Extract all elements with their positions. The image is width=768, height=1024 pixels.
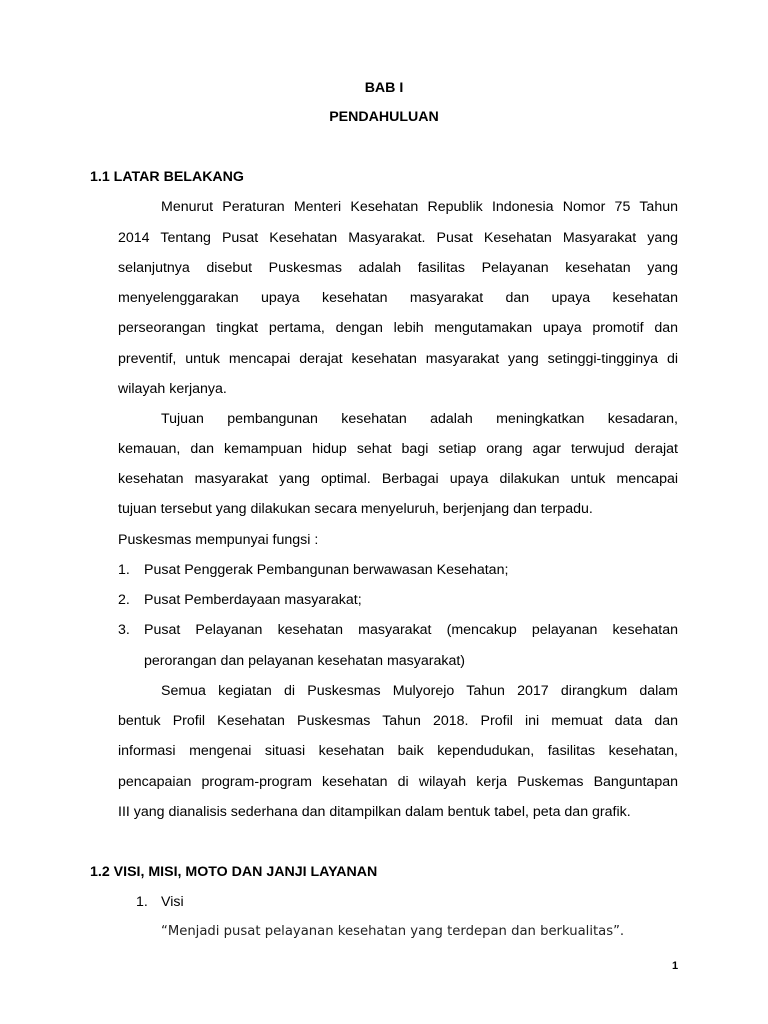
list-number: 1. [136, 894, 148, 910]
paragraph-line: Tujuan pembangunan kesehatan adalah meningkatkan kesadaran, [161, 411, 678, 427]
functions-intro: Puskesmas mempunyai fungsi : [118, 532, 319, 548]
paragraph-line: bentuk Profil Kesehatan Puskesmas Tahun 2018. Profil ini memuat data dan [118, 713, 678, 729]
list-item: Pusat Penggerak Pembangunan berwawasan Kesehatan; [144, 562, 509, 578]
paragraph-line: preventif, untuk mencapai derajat kesehatan masyarakat yang setinggi-tingginya di [118, 351, 678, 367]
paragraph-line: kesehatan masyarakat yang optimal. Berbagai upaya dilakukan untuk mencapai [118, 471, 678, 487]
list-item: Pusat Pelayanan kesehatan masyarakat (mencakup pelayanan kesehatan [144, 622, 678, 638]
paragraph-line: informasi mengenai situasi kesehatan baik kependudukan, fasilitas kesehatan, [118, 743, 678, 759]
paragraph-line: kemauan, dan kemampuan hidup sehat bagi setiap orang agar terwujud derajat [118, 441, 678, 457]
chapter-title: PENDAHULUAN [329, 109, 439, 125]
paragraph-line: 2014 Tentang Pusat Kesehatan Masyarakat. Pusat Kesehatan Masyarakat yang [118, 230, 678, 246]
paragraph-line: Menurut Peraturan Menteri Kesehatan Republik Indonesia Nomor 75 Tahun [161, 199, 678, 215]
list-number: 3. [118, 622, 130, 638]
paragraph-line: Semua kegiatan di Puskesmas Mulyorejo Tahun 2017 dirangkum dalam [161, 683, 678, 699]
paragraph-line: menyelenggarakan upaya kesehatan masyarakat dan upaya kesehatan [118, 290, 678, 306]
page-number: 1 [672, 960, 679, 972]
list-number: 2. [118, 592, 130, 608]
paragraph-line: selanjutnya disebut Puskesmas adalah fasilitas Pelayanan kesehatan yang [118, 260, 678, 276]
list-item: Pusat Pemberdayaan masyarakat; [144, 592, 362, 608]
section-heading-visi-misi: 1.2 VISI, MISI, MOTO DAN JANJI LAYANAN [90, 864, 378, 880]
paragraph-line: III yang dianalisis sederhana dan ditampilkan dalam bentuk tabel, peta dan grafik. [118, 804, 631, 820]
paragraph-line: wilayah kerjanya. [118, 381, 227, 397]
chapter-label: BAB I [364, 80, 404, 96]
visi-label: Visi [161, 894, 184, 910]
list-item-continuation: perorangan dan pelayanan kesehatan masyarakat) [144, 653, 466, 669]
list-number: 1. [118, 562, 130, 578]
paragraph-line: perseorangan tingkat pertama, dengan lebih mengutamakan upaya promotif dan [118, 320, 678, 336]
paragraph-line: pencapaian program-program kesehatan di wilayah kerja Puskemas Banguntapan [118, 774, 678, 790]
visi-statement: “Menjadi pusat pelayanan kesehatan yang terdepan dan berkualitas”. [161, 924, 625, 939]
section-heading-latar-belakang: 1.1 LATAR BELAKANG [90, 169, 244, 185]
paragraph-line: tujuan tersebut yang dilakukan secara menyeluruh, berjenjang dan terpadu. [118, 501, 593, 517]
